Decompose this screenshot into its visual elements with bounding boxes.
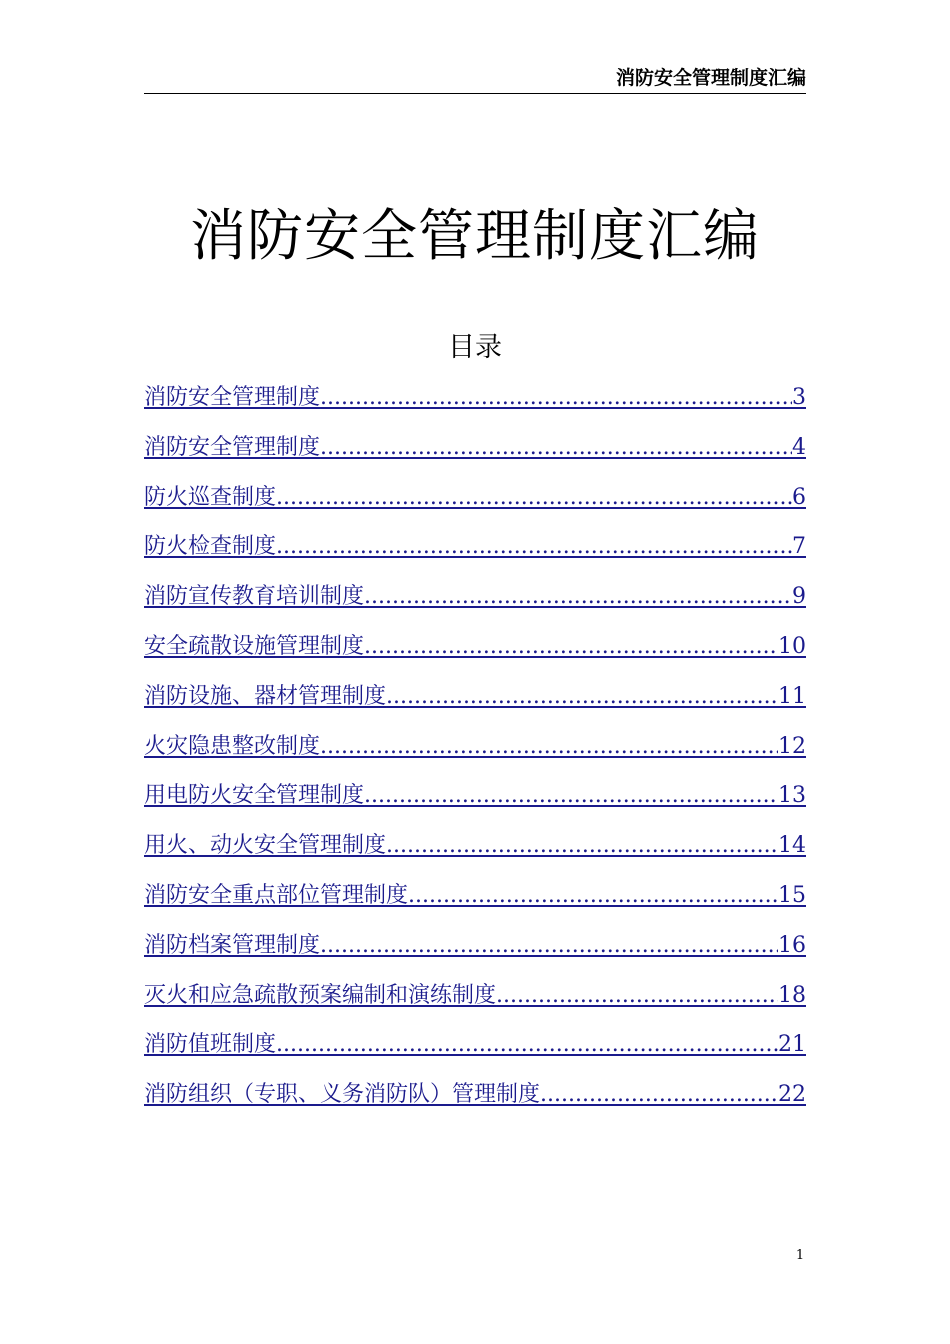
- toc-entry-title: 防火巡查制度: [144, 484, 277, 510]
- toc-entry[interactable]: [144, 978, 806, 1028]
- toc-entry[interactable]: [144, 579, 806, 629]
- toc-entry-title: 消防档案管理制度: [144, 932, 321, 958]
- toc-entry-page: 22: [778, 1082, 806, 1108]
- toc-entry-page: 11: [778, 683, 806, 709]
- toc-entry-page: 3: [792, 385, 806, 410]
- toc-entry-page: 9: [792, 584, 806, 610]
- toc-heading: 目录: [448, 332, 502, 363]
- toc-entry[interactable]: [144, 729, 806, 779]
- toc-dot-leader: [320, 729, 778, 765]
- toc-entry-title: 安全疏散设施管理制度: [144, 633, 365, 659]
- table-of-contents: [144, 380, 806, 1127]
- toc-entry-title: 消防宣传教育培训制度: [144, 584, 365, 610]
- toc-entry-page: 6: [792, 484, 806, 510]
- toc-entry[interactable]: [144, 778, 806, 828]
- document-title: 消防安全管理制度汇编: [190, 204, 760, 269]
- toc-dot-leader: [386, 679, 778, 715]
- toc-entry[interactable]: [144, 828, 806, 878]
- toc-entry-page: 12: [778, 733, 806, 759]
- toc-dot-leader: [386, 828, 778, 864]
- toc-dot-leader: [320, 928, 778, 964]
- toc-dot-leader: [496, 978, 778, 1014]
- toc-entry[interactable]: [144, 629, 806, 679]
- toc-dot-leader: [408, 878, 778, 914]
- toc-entry[interactable]: [144, 679, 806, 729]
- toc-entry-page: 4: [792, 434, 806, 460]
- toc-entry[interactable]: [144, 1027, 806, 1077]
- toc-dot-leader: [320, 430, 792, 466]
- toc-entry-page: 18: [778, 982, 806, 1008]
- toc-dot-leader: [364, 579, 792, 615]
- toc-entry[interactable]: [144, 430, 806, 480]
- toc-entry[interactable]: [144, 380, 806, 430]
- toc-entry[interactable]: [144, 529, 806, 579]
- toc-entry[interactable]: [144, 480, 806, 530]
- toc-dot-leader: [276, 529, 792, 565]
- toc-entry-title: 消防安全管理制度: [144, 434, 321, 460]
- toc-entry-page: 10: [778, 633, 806, 659]
- toc-dot-leader: [364, 629, 778, 665]
- toc-entry-title: 消防设施、器材管理制度: [144, 683, 387, 709]
- toc-entry-page: 7: [792, 534, 806, 560]
- toc-dot-leader: [320, 380, 792, 416]
- toc-entry[interactable]: [144, 1077, 806, 1127]
- toc-entry-title: 火灾隐患整改制度: [144, 733, 321, 759]
- toc-entry-title: 用电防火安全管理制度: [144, 783, 365, 809]
- toc-entry-title: 消防安全管理制度: [144, 385, 321, 410]
- page-number: 1: [795, 1248, 805, 1263]
- toc-entry-title: 消防安全重点部位管理制度: [144, 882, 409, 908]
- running-header: [144, 64, 806, 94]
- toc-entry-page: 13: [778, 783, 806, 809]
- running-header-title: 消防安全管理制度汇编: [615, 67, 806, 89]
- toc-dot-leader: [364, 778, 778, 814]
- toc-entry[interactable]: [144, 878, 806, 928]
- toc-dot-leader: [276, 1027, 778, 1063]
- toc-entry-title: 防火检查制度: [144, 534, 277, 560]
- toc-entry-page: 14: [778, 833, 806, 859]
- toc-entry-title: 灭火和应急疏散预案编制和演练制度: [144, 982, 497, 1008]
- toc-entry-page: 15: [778, 882, 806, 908]
- toc-entry-title: 消防值班制度: [144, 1032, 277, 1058]
- toc-entry-page: 16: [778, 932, 806, 958]
- toc-dot-leader: [540, 1077, 778, 1113]
- toc-dot-leader: [276, 480, 792, 516]
- toc-entry-title: 用火、动火安全管理制度: [144, 833, 387, 859]
- toc-entry-page: 21: [778, 1032, 806, 1058]
- toc-entry-title: 消防组织（专职、义务消防队）管理制度: [144, 1082, 541, 1108]
- toc-entry[interactable]: [144, 928, 806, 978]
